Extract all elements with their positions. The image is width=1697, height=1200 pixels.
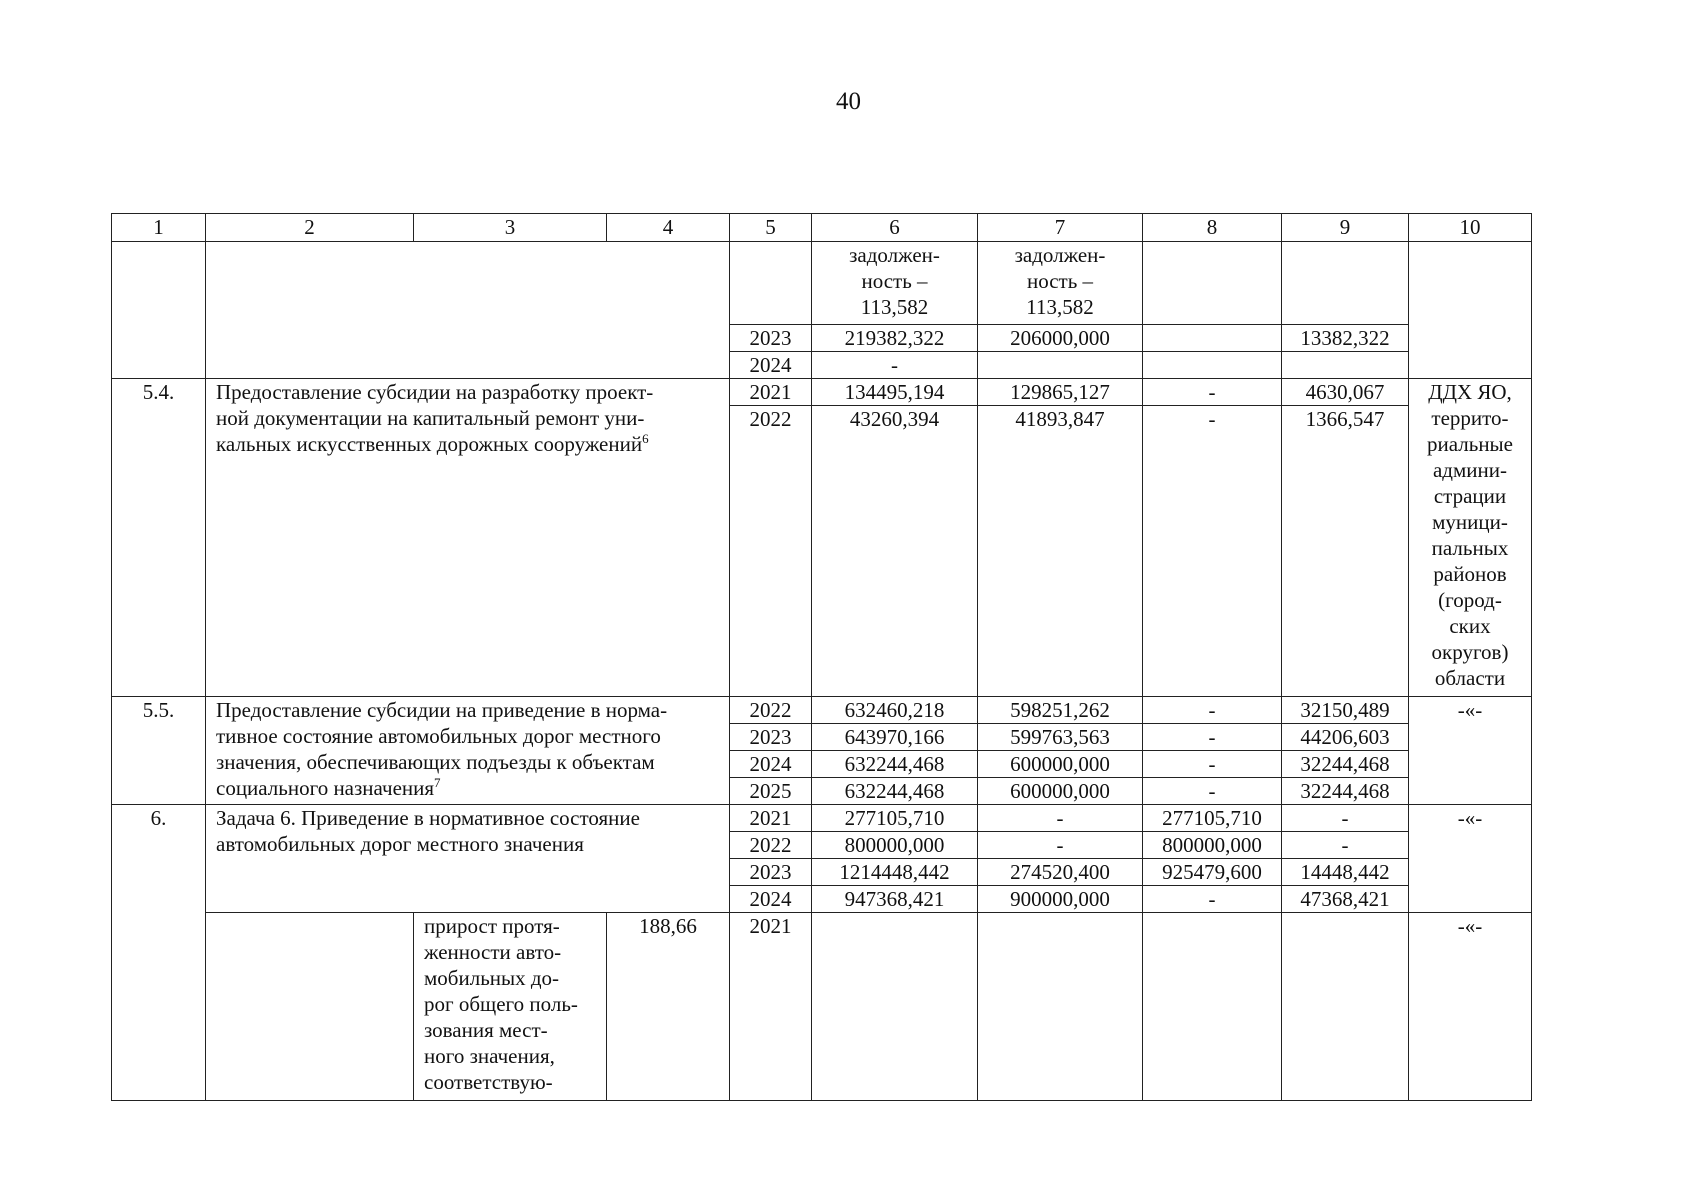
- executor-cell: ДДХ ЯО, террито- риальные админи- страции муници- пальных районов (город- ских округов) области: [1409, 379, 1532, 697]
- value-cell: 632244,468: [812, 778, 978, 805]
- value-cell: 274520,400: [978, 859, 1143, 886]
- footnote-mark: 7: [434, 775, 441, 790]
- value-cell: 599763,563: [978, 724, 1143, 751]
- executor-cell: -«-: [1409, 913, 1532, 1101]
- value-cell: 206000,000: [978, 325, 1143, 352]
- year-cell: 2023: [730, 859, 812, 886]
- executor-cell: -«-: [1409, 697, 1532, 805]
- value-cell: 600000,000: [978, 751, 1143, 778]
- value-cell: 925479,600: [1143, 859, 1282, 886]
- value-cell: -: [812, 352, 978, 379]
- value-cell: 13382,322: [1282, 325, 1409, 352]
- header-row: [112, 214, 1532, 242]
- item-number: 5.4.: [112, 379, 206, 697]
- num-cell: [112, 242, 206, 379]
- value-cell: 800000,000: [1143, 832, 1282, 859]
- value-cell: -: [1143, 406, 1282, 697]
- value-cell: 600000,000: [978, 778, 1143, 805]
- value-cell: -: [978, 805, 1143, 832]
- header-cell: 8: [1143, 214, 1282, 242]
- value-cell: [1143, 913, 1282, 1101]
- executor-cell: [1409, 242, 1532, 379]
- value-cell: [1143, 242, 1282, 325]
- header-cell: 7: [978, 214, 1143, 242]
- value-cell: 219382,322: [812, 325, 978, 352]
- value-cell: 947368,421: [812, 886, 978, 913]
- footnote-mark: 6: [642, 431, 649, 446]
- debt-note: задолжен- ность – 113,582: [812, 242, 978, 325]
- page-number: 40: [836, 88, 861, 115]
- name-cell: [206, 242, 730, 379]
- value-cell: 43260,394: [812, 406, 978, 697]
- value-cell: [1282, 352, 1409, 379]
- year-cell: 2021: [730, 379, 812, 406]
- value-cell: 32150,489: [1282, 697, 1409, 724]
- executor-cell: -«-: [1409, 805, 1532, 913]
- value-cell: [812, 913, 978, 1101]
- item-number: 6.: [112, 805, 206, 1101]
- item-name: [206, 379, 730, 697]
- empty-cell: [206, 913, 414, 1101]
- table-row: [112, 697, 1532, 724]
- value-cell: [1143, 325, 1282, 352]
- value-cell: -: [1143, 886, 1282, 913]
- table-row: [112, 805, 1532, 832]
- value-cell: 643970,166: [812, 724, 978, 751]
- value-cell: 1366,547: [1282, 406, 1409, 697]
- value-cell: 1214448,442: [812, 859, 978, 886]
- program-table: [111, 213, 1532, 1101]
- year-cell: 2025: [730, 778, 812, 805]
- year-cell: 2024: [730, 886, 812, 913]
- value-cell: [1143, 352, 1282, 379]
- value-cell: 4630,067: [1282, 379, 1409, 406]
- value-cell: 800000,000: [812, 832, 978, 859]
- value-cell: -: [1143, 379, 1282, 406]
- year-cell: 2022: [730, 832, 812, 859]
- debt-note: задолжен- ность – 113,582: [978, 242, 1143, 325]
- value-cell: 129865,127: [978, 379, 1143, 406]
- item-name-text: Предоставление субсидии на приведение в норма- тивное состояние автомобильных дорог местного значения, обеспечивающих подъезды к объектам социального назначения: [216, 698, 668, 800]
- item-name: Задача 6. Приведение в нормативное состояние автомобильных дорог местного значения: [206, 805, 730, 913]
- value-cell: 32244,468: [1282, 778, 1409, 805]
- item-number: 5.5.: [112, 697, 206, 805]
- year-cell: 2023: [730, 325, 812, 352]
- header-cell: 6: [812, 214, 978, 242]
- value-cell: [1282, 242, 1409, 325]
- year-cell: 2021: [730, 805, 812, 832]
- value-cell: -: [1282, 832, 1409, 859]
- value-cell: -: [1143, 697, 1282, 724]
- item-name: [206, 697, 730, 805]
- year-cell: [730, 242, 812, 325]
- value-cell: -: [1143, 751, 1282, 778]
- header-cell: 10: [1409, 214, 1532, 242]
- table-row: [112, 379, 1532, 406]
- year-cell: 2024: [730, 352, 812, 379]
- year-cell: 2021: [730, 913, 812, 1101]
- table-row: [112, 913, 1532, 1101]
- value-cell: 277105,710: [812, 805, 978, 832]
- table-row: [112, 242, 1532, 325]
- header-cell: 3: [414, 214, 607, 242]
- value-cell: 14448,442: [1282, 859, 1409, 886]
- header-cell: 4: [607, 214, 730, 242]
- indicator-name: прирост протя- женности авто- мобильных до- рог общего поль- зования мест- ного значения, соответствую-: [414, 913, 607, 1101]
- header-cell: 2: [206, 214, 414, 242]
- value-cell: 32244,468: [1282, 751, 1409, 778]
- year-cell: 2023: [730, 724, 812, 751]
- value-cell: 900000,000: [978, 886, 1143, 913]
- item-name-text: Предоставление субсидии на разработку проект- ной документации на капитальный ремонт уни- кальных искусственных дорожных сооружений: [216, 380, 654, 456]
- value-cell: 134495,194: [812, 379, 978, 406]
- year-cell: 2024: [730, 751, 812, 778]
- header-cell: 5: [730, 214, 812, 242]
- value-cell: -: [978, 832, 1143, 859]
- year-cell: 2022: [730, 406, 812, 697]
- indicator-value: 188,66: [607, 913, 730, 1101]
- value-cell: 632460,218: [812, 697, 978, 724]
- value-cell: 47368,421: [1282, 886, 1409, 913]
- header-cell: 9: [1282, 214, 1409, 242]
- value-cell: [978, 913, 1143, 1101]
- value-cell: 632244,468: [812, 751, 978, 778]
- value-cell: 44206,603: [1282, 724, 1409, 751]
- value-cell: -: [1282, 805, 1409, 832]
- header-cell: 1: [112, 214, 206, 242]
- value-cell: [1282, 913, 1409, 1101]
- value-cell: 277105,710: [1143, 805, 1282, 832]
- year-cell: 2022: [730, 697, 812, 724]
- value-cell: 598251,262: [978, 697, 1143, 724]
- value-cell: -: [1143, 724, 1282, 751]
- value-cell: [978, 352, 1143, 379]
- value-cell: -: [1143, 778, 1282, 805]
- value-cell: 41893,847: [978, 406, 1143, 697]
